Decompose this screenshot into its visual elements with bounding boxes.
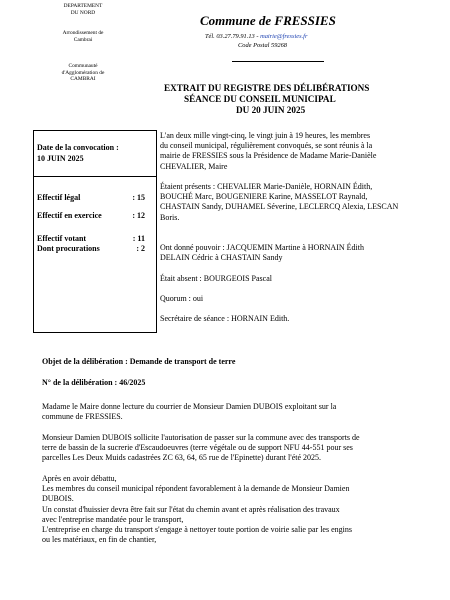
paragraph-line: Après en avoir débattu, [42, 474, 117, 483]
arrondissement-block [38, 30, 128, 43]
procurations-label: Dont procurations [37, 244, 100, 253]
effectif-votant-value: : 11 [132, 234, 145, 243]
box-divider [33, 176, 156, 177]
convocation-date: 10 JUIN 2025 [37, 154, 84, 163]
convocation-label: Date de la convocation : [37, 143, 119, 152]
presents-line: Boris. [160, 212, 180, 222]
intro-line: du conseil municipal, régulièrement convoqués, se sont réunis à la [160, 141, 373, 151]
effectif-legal-label: Effectif légal [37, 193, 81, 202]
contact-separator: - [256, 33, 259, 40]
paragraph-line: avec l'entreprise mandatée pour le transport, [42, 514, 184, 524]
department-block [38, 3, 128, 16]
header-divider [232, 61, 324, 62]
secretaire-line: Secrétaire de séance : HORNAIN Edith. [160, 314, 290, 323]
paragraph-line: Madame le Maire donne lecture du courrier de Monsieur Damien DUBOIS exploitant sur la [42, 402, 337, 411]
doc-title-line3: DU 20 JUIN 2025 [236, 105, 306, 115]
paragraph-3 [42, 474, 352, 545]
effectif-votant-label: Effectif votant [37, 234, 87, 243]
paragraph-line: Un constat d'huissier devra être fait sur l'état du chemin avant et après réalisation des travaux [42, 504, 340, 514]
department-line: DEPARTEMENT [63, 3, 103, 9]
paragraph-line: parcelles Les Deux Muids cadastrées ZC 63, 64, 65 rue de l'Epinette) durant l'été 2025. [42, 453, 322, 463]
effectif-exercice-label: Effectif en exercice [37, 211, 102, 220]
paragraph-line: L'entreprise en charge du transport s'engage à nettoyer toute portion de voirie salie par les engins [42, 525, 352, 535]
email-link[interactable]: mairie@fressies.fr [260, 33, 308, 40]
intro-line: mairie de FRESSIES sous la Présidence de Madame Marie-Danièle [160, 151, 377, 161]
presents-line: Étaient présents : CHEVALIER Marie-Danièle, HORNAIN Édith, [160, 182, 373, 191]
arrondissement-line: Cambrai [73, 36, 93, 43]
presents-line: CHASTAIN Sandy, DUHAMEL Séverine, LECLERCQ Alexia, LESCAN [160, 202, 399, 212]
quorum-line: Quorum : oui [160, 294, 204, 303]
paragraph-1 [42, 402, 336, 422]
communaute-line: Communauté [68, 63, 98, 69]
presents-line: BOUCHÉ Marc, BOUGENIERE Karine, MASSELOT Raynald, [160, 192, 368, 202]
postal-code: Code Postal 59268 [238, 42, 287, 49]
communaute-line: d'Agglomération de [61, 69, 105, 76]
paragraph-line: Monsieur Damien DUBOIS sollicite l'autorisation de passer sur la commune avec des transports de [42, 433, 360, 442]
paragraph-2 [42, 433, 360, 464]
procurations-value: : 2 [136, 244, 145, 253]
communaute-line: CAMBRAI [70, 76, 96, 83]
commune-title: Commune de FRESSIES [200, 13, 336, 28]
paragraph-line: commune de FRESSIES. [42, 412, 123, 422]
intro-line: CHEVALIER, Maire [160, 161, 228, 171]
absent-line: Était absent : BOURGEOIS Pascal [160, 274, 272, 283]
doc-title-line1: EXTRAIT DU REGISTRE DES DÉLIBÉRATIONS [164, 83, 370, 93]
presents-list [160, 182, 398, 223]
paragraph-line: terre de bassin de la sucrerie d'Escaudoeuvres (terre végétale ou de support NFU 44-551 pour ses [42, 443, 353, 453]
department-line: DU NORD [70, 9, 96, 16]
pouvoir-line: DELAIN Cédric à CHASTAIN Sandy [160, 253, 283, 263]
deliberation-numero: N° de la délibération : 46/2025 [42, 378, 146, 387]
phone-number: Tél. 03.27.79.91.13 [205, 33, 255, 40]
pouvoir-list [160, 243, 364, 263]
deliberation-objet: Objet de la délibération : Demande de transport de terre [42, 357, 236, 366]
paragraph-line: ou les matériaux, en fin de chantier, [42, 535, 157, 545]
session-intro [160, 131, 376, 172]
contact-line [205, 33, 307, 40]
effectif-exercice-value: : 12 [132, 211, 145, 220]
intro-line: L'an deux mille vingt-cinq, le vingt juin à 19 heures, les membres [160, 131, 371, 140]
communaute-block [38, 63, 128, 83]
effectif-legal-value: : 15 [132, 193, 145, 202]
doc-title-line2: SÉANCE DU CONSEIL MUNICIPAL [184, 94, 336, 104]
paragraph-line: Les membres du conseil municipal répondent favorablement à la demande de Monsieur Damien [42, 484, 350, 494]
paragraph-line: DUBOIS. [42, 494, 74, 504]
pouvoir-line: Ont donné pouvoir : JACQUEMIN Martine à HORNAIN Édith [160, 243, 364, 252]
arrondissement-line: Arrondissement de [62, 30, 104, 36]
